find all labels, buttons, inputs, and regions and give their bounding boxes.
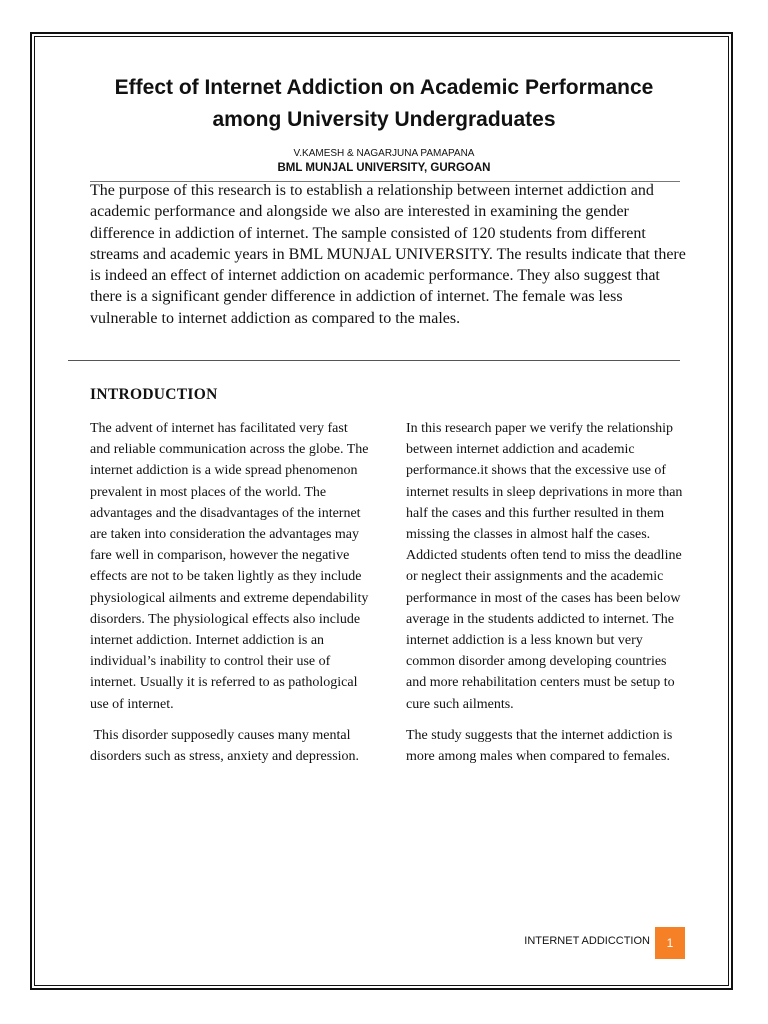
authors: V.KAMESH & NAGARJUNA PAMAPANA — [293, 148, 475, 159]
paragraph: This disorder supposedly causes many mental disorders such as stress, anxiety and depression. — [90, 727, 360, 765]
paragraph: In this research paper we verify the relationship between internet addiction and academic performance.it shows that the excessive use of internet results in sleep deprivations in more than half the cases and this further resulted in them missing the classes in almost half the cases. Addicted students often tend to miss the deadline or neglect their assignments and the academic performance in most of the cases has been below average in the students addicted to internet. The internet addiction is a less known but very common disorder among developing countries and more rehabilitation centers must be setup to cure such ailments. — [406, 421, 683, 712]
title-line-2: among University Undergraduates — [212, 108, 556, 131]
abstract-bottom-divider — [68, 360, 680, 361]
paragraph: The study suggests that the internet addiction is more among males when compared to females. — [406, 727, 673, 765]
page-number-badge: 1 — [655, 927, 685, 959]
affiliation: BML MUNJAL UNIVERSITY, GURGOAN — [277, 162, 491, 174]
running-footer: INTERNET ADDICCTION — [524, 935, 650, 947]
right-column — [406, 418, 686, 777]
title-line-1: Effect of Internet Addiction on Academic Performance — [114, 76, 654, 99]
section-heading-introduction: INTRODUCTION — [90, 386, 218, 403]
paragraph: The advent of internet has facilitated very fast and reliable communication across the globe. The internet addiction is a wide spread phenomenon prevalent in most places of the world. The advantages and the disadvantages of the internet are taken into consideration the advantages may fare well in comparison, however the negative effects are not to be taken lightly as they include physiological ailments and extreme dependability disorders. The physiological effects also include internet addiction. Internet addiction is an individual’s inability to control their use of internet. Usually it is referred to as pathological use of internet. — [90, 421, 369, 712]
abstract: The purpose of this research is to establish a relationship between internet addiction and academic performance and alongside we also are interested in examining the gender difference in addiction of internet. The sample consisted of 120 students from different streams and academic years in BML MUNJAL UNIVERSITY. The results indicate that there is indeed an effect of internet addiction on academic performance. They also suggest that there is a significant gender difference in addiction of internet. The female was less vulnerable to internet addiction as compared to the males. — [90, 182, 686, 327]
paper-title — [40, 72, 728, 136]
left-column — [90, 418, 370, 777]
